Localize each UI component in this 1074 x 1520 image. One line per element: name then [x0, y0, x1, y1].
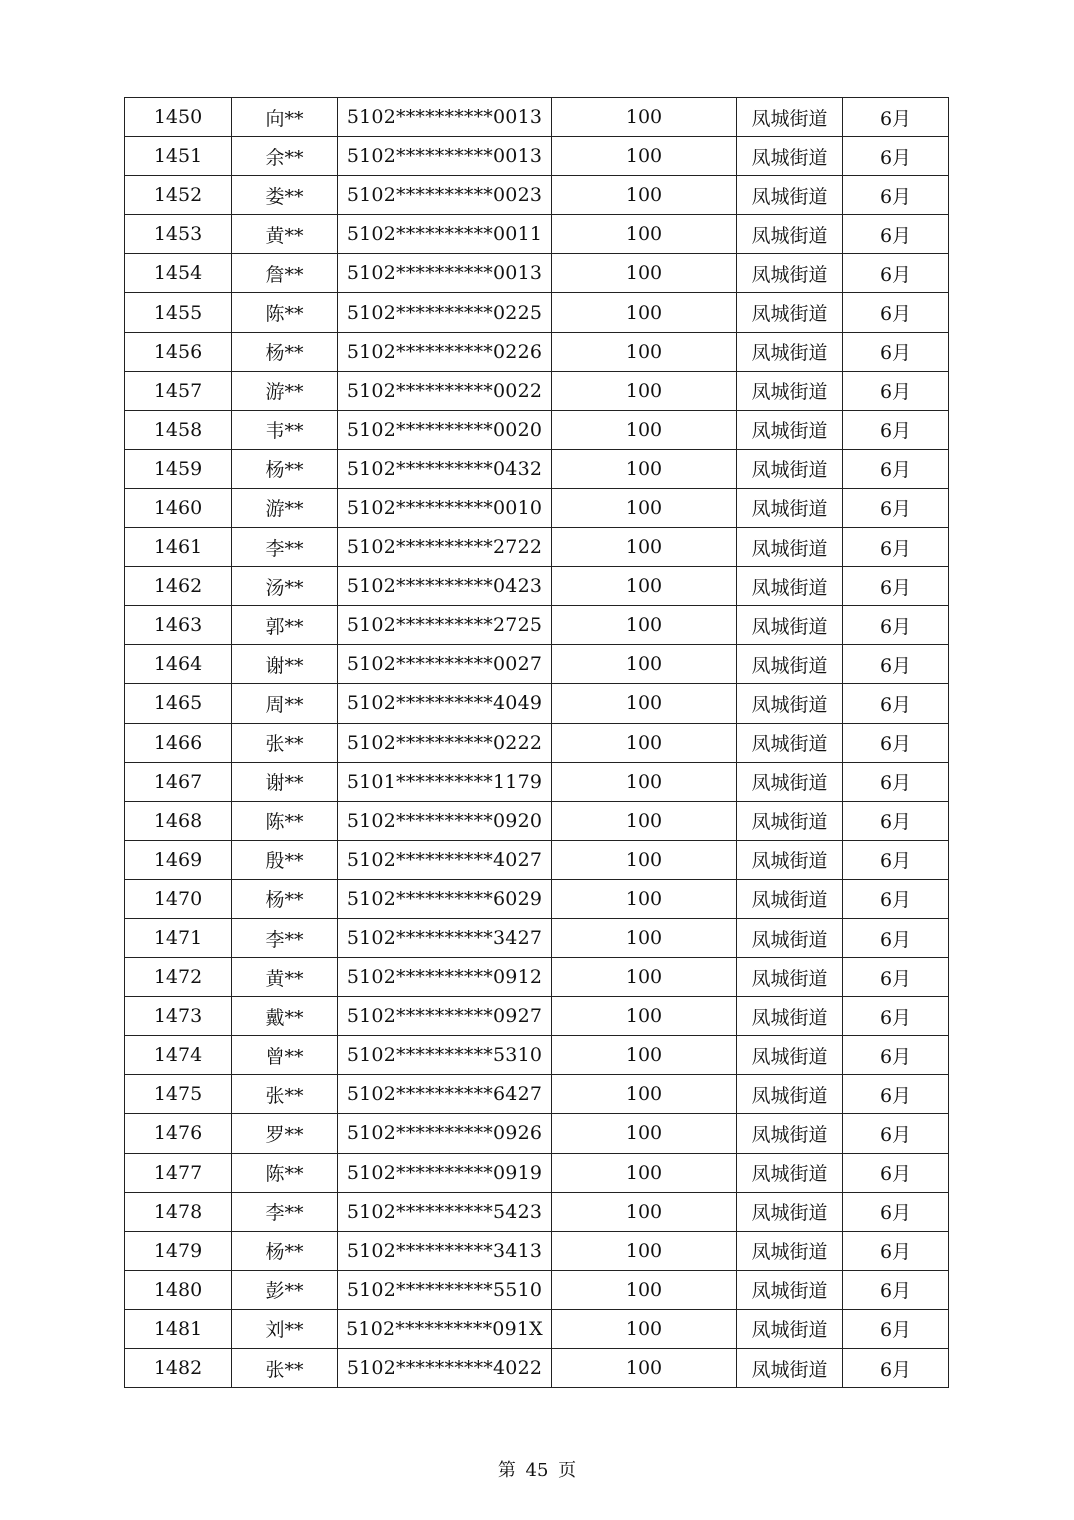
table-row	[125, 645, 949, 684]
street-cell: 凤城街道	[737, 98, 843, 137]
serial-no-cell: 1466	[125, 723, 232, 762]
serial-no-cell: 1469	[125, 840, 232, 879]
month-cell: 6月	[843, 1231, 949, 1270]
serial-no-cell: 1479	[125, 1231, 232, 1270]
id-number-cell: 5102**********3427	[338, 918, 552, 957]
table-row	[125, 918, 949, 957]
table-row	[125, 1349, 949, 1388]
serial-no-cell: 1467	[125, 762, 232, 801]
serial-no-cell: 1476	[125, 1114, 232, 1153]
amount-cell: 100	[552, 958, 737, 997]
street-cell: 凤城街道	[737, 918, 843, 957]
name-cell: 汤**	[232, 567, 338, 606]
month-cell: 6月	[843, 997, 949, 1036]
name-cell: 向**	[232, 98, 338, 137]
amount-cell: 100	[552, 1114, 737, 1153]
amount-cell: 100	[552, 684, 737, 723]
name-cell: 李**	[232, 528, 338, 567]
id-number-cell: 5102**********0222	[338, 723, 552, 762]
street-cell: 凤城街道	[737, 1075, 843, 1114]
month-cell: 6月	[843, 1114, 949, 1153]
street-cell: 凤城街道	[737, 410, 843, 449]
amount-cell: 100	[552, 645, 737, 684]
id-number-cell: 5101**********1179	[338, 762, 552, 801]
name-cell: 余**	[232, 137, 338, 176]
month-cell: 6月	[843, 332, 949, 371]
table-row	[125, 567, 949, 606]
street-cell: 凤城街道	[737, 567, 843, 606]
amount-cell: 100	[552, 840, 737, 879]
id-number-cell: 5102**********0926	[338, 1114, 552, 1153]
id-number-cell: 5102**********0423	[338, 567, 552, 606]
id-number-cell: 5102**********0013	[338, 137, 552, 176]
id-number-cell: 5102**********3413	[338, 1231, 552, 1270]
serial-no-cell: 1452	[125, 176, 232, 215]
name-cell: 黄**	[232, 215, 338, 254]
id-number-cell: 5102**********6029	[338, 879, 552, 918]
street-cell: 凤城街道	[737, 723, 843, 762]
name-cell: 张**	[232, 1349, 338, 1388]
serial-no-cell: 1454	[125, 254, 232, 293]
street-cell: 凤城街道	[737, 1036, 843, 1075]
serial-no-cell: 1462	[125, 567, 232, 606]
street-cell: 凤城街道	[737, 488, 843, 527]
table-row	[125, 1075, 949, 1114]
street-cell: 凤城街道	[737, 997, 843, 1036]
serial-no-cell: 1460	[125, 488, 232, 527]
amount-cell: 100	[552, 1192, 737, 1231]
id-number-cell: 5102**********0011	[338, 215, 552, 254]
table-row	[125, 684, 949, 723]
table-row	[125, 371, 949, 410]
name-cell: 戴**	[232, 997, 338, 1036]
table-row	[125, 137, 949, 176]
amount-cell: 100	[552, 1231, 737, 1270]
serial-no-cell: 1456	[125, 332, 232, 371]
serial-no-cell: 1451	[125, 137, 232, 176]
month-cell: 6月	[843, 1036, 949, 1075]
street-cell: 凤城街道	[737, 1192, 843, 1231]
month-cell: 6月	[843, 567, 949, 606]
serial-no-cell: 1480	[125, 1270, 232, 1309]
serial-no-cell: 1475	[125, 1075, 232, 1114]
street-cell: 凤城街道	[737, 449, 843, 488]
amount-cell: 100	[552, 762, 737, 801]
id-number-cell: 5102**********2722	[338, 528, 552, 567]
serial-no-cell: 1463	[125, 606, 232, 645]
serial-no-cell: 1455	[125, 293, 232, 332]
month-cell: 6月	[843, 488, 949, 527]
name-cell: 杨**	[232, 449, 338, 488]
serial-no-cell: 1471	[125, 918, 232, 957]
serial-no-cell: 1461	[125, 528, 232, 567]
id-number-cell: 5102**********5423	[338, 1192, 552, 1231]
month-cell: 6月	[843, 645, 949, 684]
id-number-cell: 5102**********0013	[338, 254, 552, 293]
id-number-cell: 5102**********0020	[338, 410, 552, 449]
id-number-cell: 5102**********4027	[338, 840, 552, 879]
month-cell: 6月	[843, 879, 949, 918]
month-cell: 6月	[843, 98, 949, 137]
data-table-container	[124, 97, 949, 1388]
month-cell: 6月	[843, 840, 949, 879]
month-cell: 6月	[843, 528, 949, 567]
street-cell: 凤城街道	[737, 645, 843, 684]
table-row	[125, 840, 949, 879]
table-row	[125, 1231, 949, 1270]
serial-no-cell: 1481	[125, 1309, 232, 1348]
month-cell: 6月	[843, 1349, 949, 1388]
name-cell: 李**	[232, 1192, 338, 1231]
table-row	[125, 332, 949, 371]
name-cell: 彭**	[232, 1270, 338, 1309]
serial-no-cell: 1473	[125, 997, 232, 1036]
id-number-cell: 5102**********0027	[338, 645, 552, 684]
month-cell: 6月	[843, 801, 949, 840]
name-cell: 詹**	[232, 254, 338, 293]
amount-cell: 100	[552, 723, 737, 762]
street-cell: 凤城街道	[737, 332, 843, 371]
serial-no-cell: 1470	[125, 879, 232, 918]
name-cell: 杨**	[232, 332, 338, 371]
month-cell: 6月	[843, 371, 949, 410]
amount-cell: 100	[552, 1075, 737, 1114]
amount-cell: 100	[552, 567, 737, 606]
name-cell: 陈**	[232, 1153, 338, 1192]
table-row	[125, 958, 949, 997]
table-row	[125, 997, 949, 1036]
street-cell: 凤城街道	[737, 879, 843, 918]
table-row	[125, 528, 949, 567]
name-cell: 李**	[232, 918, 338, 957]
amount-cell: 100	[552, 449, 737, 488]
month-cell: 6月	[843, 254, 949, 293]
id-number-cell: 5102**********0010	[338, 488, 552, 527]
serial-no-cell: 1477	[125, 1153, 232, 1192]
month-cell: 6月	[843, 684, 949, 723]
serial-no-cell: 1472	[125, 958, 232, 997]
serial-no-cell: 1465	[125, 684, 232, 723]
table-row	[125, 254, 949, 293]
id-number-cell: 5102**********0919	[338, 1153, 552, 1192]
street-cell: 凤城街道	[737, 1114, 843, 1153]
street-cell: 凤城街道	[737, 293, 843, 332]
amount-cell: 100	[552, 332, 737, 371]
street-cell: 凤城街道	[737, 176, 843, 215]
name-cell: 杨**	[232, 1231, 338, 1270]
id-number-cell: 5102**********0023	[338, 176, 552, 215]
id-number-cell: 5102**********6427	[338, 1075, 552, 1114]
table-row	[125, 606, 949, 645]
month-cell: 6月	[843, 410, 949, 449]
table-row	[125, 1270, 949, 1309]
serial-no-cell: 1478	[125, 1192, 232, 1231]
amount-cell: 100	[552, 371, 737, 410]
serial-no-cell: 1468	[125, 801, 232, 840]
street-cell: 凤城街道	[737, 1231, 843, 1270]
id-number-cell: 5102**********0225	[338, 293, 552, 332]
amount-cell: 100	[552, 801, 737, 840]
name-cell: 张**	[232, 1075, 338, 1114]
street-cell: 凤城街道	[737, 254, 843, 293]
name-cell: 游**	[232, 488, 338, 527]
table-row	[125, 410, 949, 449]
street-cell: 凤城街道	[737, 684, 843, 723]
table-row	[125, 293, 949, 332]
month-cell: 6月	[843, 1153, 949, 1192]
street-cell: 凤城街道	[737, 1309, 843, 1348]
id-number-cell: 5102**********0226	[338, 332, 552, 371]
amount-cell: 100	[552, 488, 737, 527]
street-cell: 凤城街道	[737, 137, 843, 176]
month-cell: 6月	[843, 918, 949, 957]
amount-cell: 100	[552, 528, 737, 567]
amount-cell: 100	[552, 997, 737, 1036]
name-cell: 罗**	[232, 1114, 338, 1153]
amount-cell: 100	[552, 137, 737, 176]
month-cell: 6月	[843, 1075, 949, 1114]
table-row	[125, 449, 949, 488]
street-cell: 凤城街道	[737, 215, 843, 254]
name-cell: 娄**	[232, 176, 338, 215]
serial-no-cell: 1450	[125, 98, 232, 137]
street-cell: 凤城街道	[737, 1270, 843, 1309]
id-number-cell: 5102**********0432	[338, 449, 552, 488]
id-number-cell: 5102**********2725	[338, 606, 552, 645]
name-cell: 周**	[232, 684, 338, 723]
id-number-cell: 5102**********091X	[338, 1309, 552, 1348]
amount-cell: 100	[552, 879, 737, 918]
month-cell: 6月	[843, 606, 949, 645]
serial-no-cell: 1474	[125, 1036, 232, 1075]
street-cell: 凤城街道	[737, 1349, 843, 1388]
name-cell: 郭**	[232, 606, 338, 645]
id-number-cell: 5102**********0920	[338, 801, 552, 840]
table-row	[125, 488, 949, 527]
street-cell: 凤城街道	[737, 528, 843, 567]
id-number-cell: 5102**********0912	[338, 958, 552, 997]
id-number-cell: 5102**********5510	[338, 1270, 552, 1309]
serial-no-cell: 1464	[125, 645, 232, 684]
amount-cell: 100	[552, 1349, 737, 1388]
name-cell: 韦**	[232, 410, 338, 449]
name-cell: 黄**	[232, 958, 338, 997]
month-cell: 6月	[843, 1270, 949, 1309]
month-cell: 6月	[843, 449, 949, 488]
amount-cell: 100	[552, 1153, 737, 1192]
amount-cell: 100	[552, 918, 737, 957]
amount-cell: 100	[552, 410, 737, 449]
month-cell: 6月	[843, 137, 949, 176]
street-cell: 凤城街道	[737, 762, 843, 801]
street-cell: 凤城街道	[737, 801, 843, 840]
name-cell: 曾**	[232, 1036, 338, 1075]
id-number-cell: 5102**********0022	[338, 371, 552, 410]
serial-no-cell: 1457	[125, 371, 232, 410]
name-cell: 陈**	[232, 801, 338, 840]
serial-no-cell: 1458	[125, 410, 232, 449]
name-cell: 刘**	[232, 1309, 338, 1348]
table-row	[125, 176, 949, 215]
month-cell: 6月	[843, 723, 949, 762]
month-cell: 6月	[843, 293, 949, 332]
month-cell: 6月	[843, 1309, 949, 1348]
id-number-cell: 5102**********0013	[338, 98, 552, 137]
name-cell: 谢**	[232, 762, 338, 801]
street-cell: 凤城街道	[737, 1153, 843, 1192]
amount-cell: 100	[552, 254, 737, 293]
name-cell: 张**	[232, 723, 338, 762]
amount-cell: 100	[552, 1036, 737, 1075]
serial-no-cell: 1459	[125, 449, 232, 488]
table-row	[125, 762, 949, 801]
name-cell: 游**	[232, 371, 338, 410]
month-cell: 6月	[843, 958, 949, 997]
table-row	[125, 801, 949, 840]
amount-cell: 100	[552, 176, 737, 215]
id-number-cell: 5102**********0927	[338, 997, 552, 1036]
street-cell: 凤城街道	[737, 840, 843, 879]
table-row	[125, 1192, 949, 1231]
amount-cell: 100	[552, 215, 737, 254]
amount-cell: 100	[552, 1270, 737, 1309]
street-cell: 凤城街道	[737, 371, 843, 410]
id-number-cell: 5102**********5310	[338, 1036, 552, 1075]
serial-no-cell: 1482	[125, 1349, 232, 1388]
table-row	[125, 879, 949, 918]
name-cell: 杨**	[232, 879, 338, 918]
table-row	[125, 1153, 949, 1192]
table-row	[125, 1036, 949, 1075]
amount-cell: 100	[552, 606, 737, 645]
amount-cell: 100	[552, 293, 737, 332]
id-number-cell: 5102**********4022	[338, 1349, 552, 1388]
table-body	[125, 98, 949, 1388]
month-cell: 6月	[843, 762, 949, 801]
subsidy-table	[124, 97, 949, 1388]
table-row	[125, 723, 949, 762]
id-number-cell: 5102**********4049	[338, 684, 552, 723]
street-cell: 凤城街道	[737, 606, 843, 645]
table-row	[125, 98, 949, 137]
table-row	[125, 1309, 949, 1348]
name-cell: 殷**	[232, 840, 338, 879]
month-cell: 6月	[843, 215, 949, 254]
page-number: 第 45 页	[497, 1460, 577, 1481]
street-cell: 凤城街道	[737, 958, 843, 997]
table-row	[125, 215, 949, 254]
name-cell: 陈**	[232, 293, 338, 332]
amount-cell: 100	[552, 98, 737, 137]
month-cell: 6月	[843, 176, 949, 215]
serial-no-cell: 1453	[125, 215, 232, 254]
amount-cell: 100	[552, 1309, 737, 1348]
table-row	[125, 1114, 949, 1153]
month-cell: 6月	[843, 1192, 949, 1231]
name-cell: 谢**	[232, 645, 338, 684]
